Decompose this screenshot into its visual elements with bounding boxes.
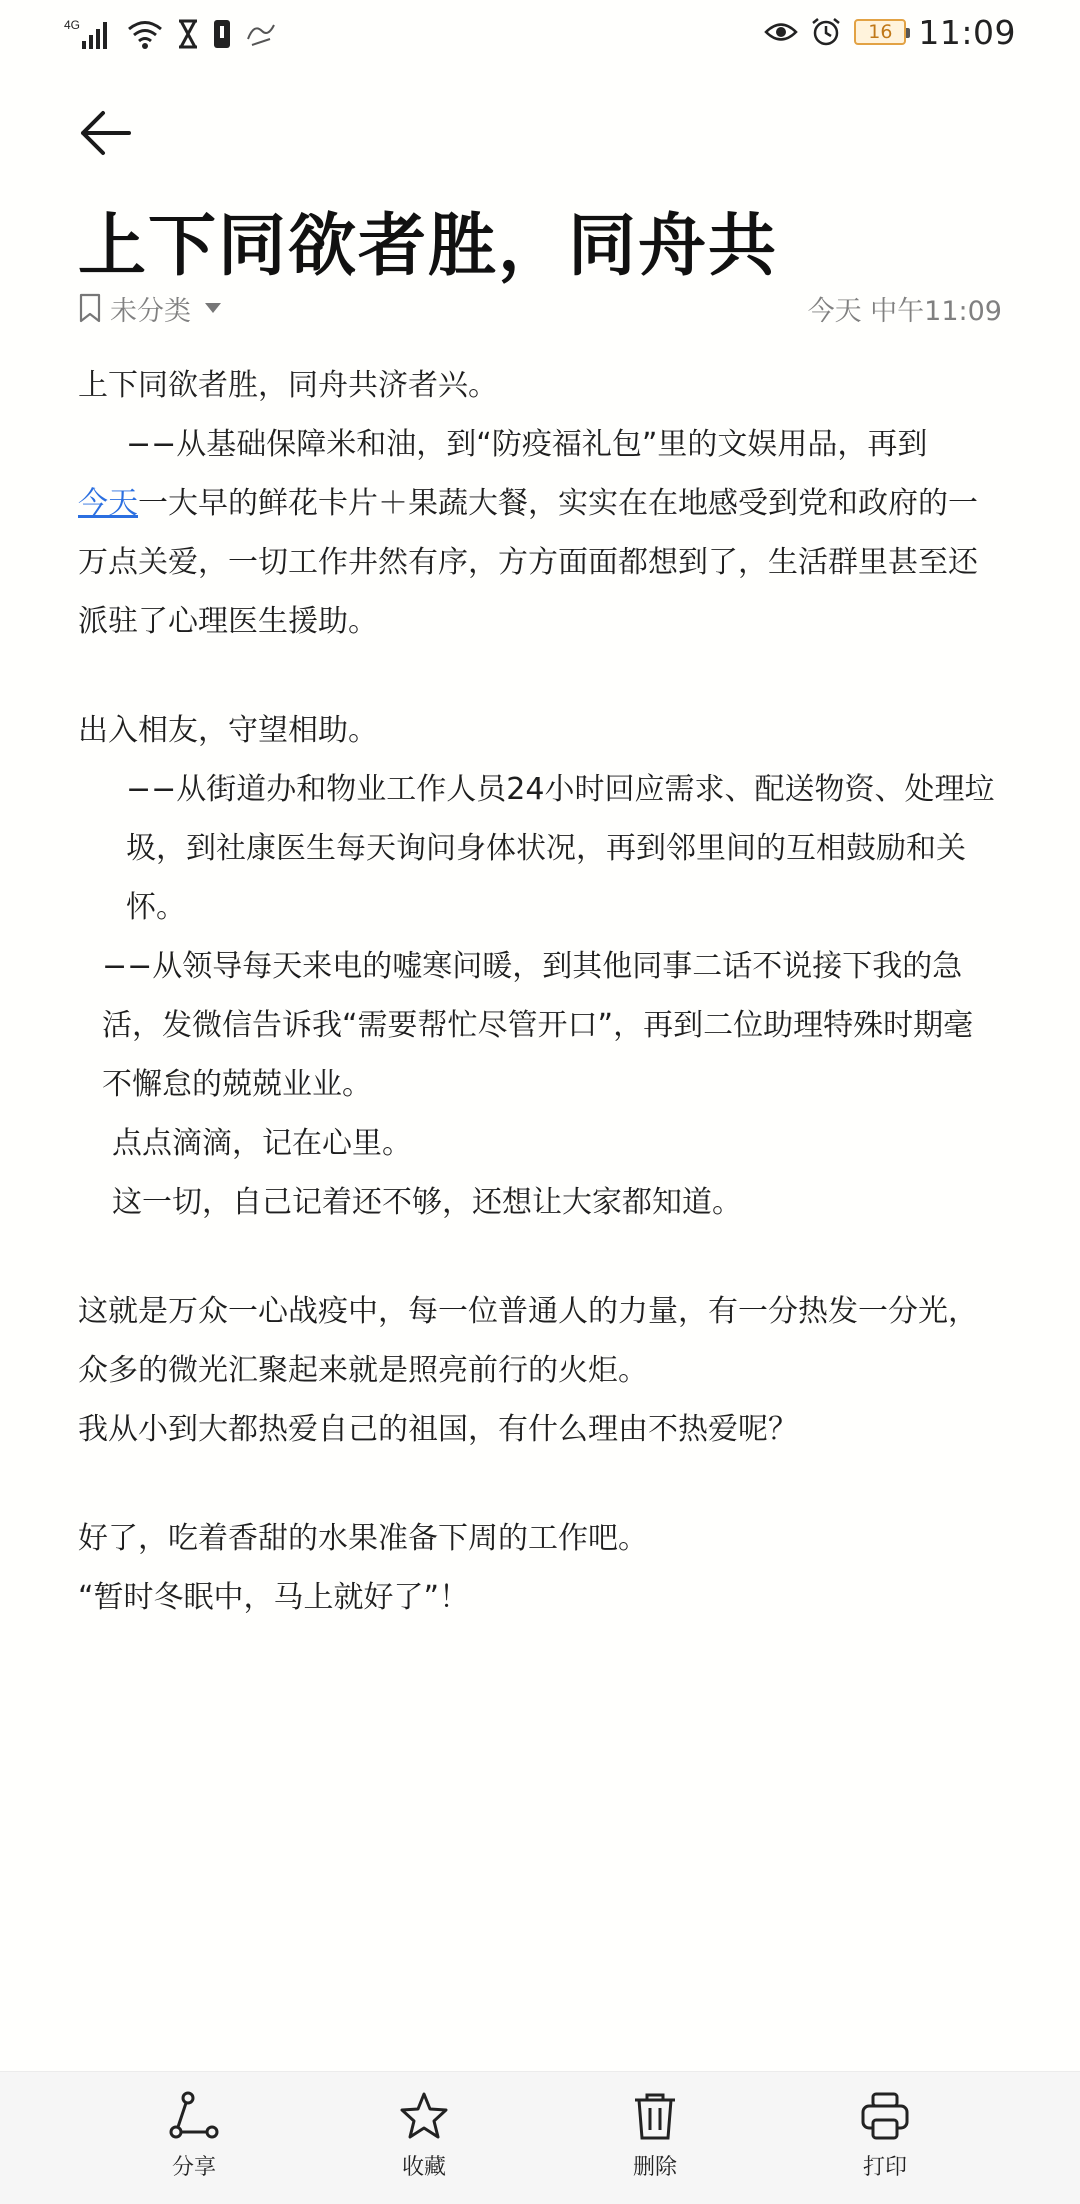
print-label: 打印: [862, 2155, 907, 2180]
note-timestamp: 今天 中午11:09: [807, 295, 1002, 327]
date-link[interactable]: 今天: [78, 486, 138, 521]
paragraph: [78, 474, 1002, 651]
paragraph-text: −−从基础保障米和油，到“防疫福礼包”里的文娱用品，再到: [126, 427, 928, 462]
bottom-toolbar: [0, 2071, 1080, 2204]
paragraph: 点点滴滴，记在心里。: [112, 1126, 412, 1161]
print-button[interactable]: [825, 2090, 945, 2181]
signal-icon: [64, 17, 114, 51]
paragraph: 好了，吃着香甜的水果准备下周的工作吧。: [78, 1521, 648, 1556]
printer-icon: [859, 2090, 911, 2142]
phone-icon: [212, 18, 232, 50]
note-body[interactable]: [78, 356, 1002, 1627]
share-label: 分享: [171, 2155, 216, 2180]
network-type: 4G: [64, 18, 81, 32]
paragraph: 这就是万众一心战疫中，每一位普通人的力量，有一分热发一分光，众多的微光汇聚起来就是照亮前行的火炬。: [78, 1294, 978, 1388]
note-title[interactable]: 上下同欲者胜，同舟共: [78, 207, 779, 286]
battery-indicator: 16: [854, 19, 906, 45]
category-label: 未分类: [110, 295, 191, 327]
bookmark-icon: [78, 293, 102, 323]
favorite-button[interactable]: [364, 2090, 484, 2181]
share-button[interactable]: [134, 2090, 254, 2181]
favorite-label: 收藏: [401, 2155, 446, 2180]
eye-icon: [764, 19, 798, 45]
paragraph: 出入相友，守望相助。: [78, 713, 378, 748]
status-bar: [0, 0, 1080, 66]
app-notification-icon: [244, 19, 278, 49]
paragraph-text: 一大早的鲜花卡片＋果蔬大餐，实实在在地感受到党和政府的一万点关爱，一切工作井然有序，方方面面都想到了，生活群里甚至还派驻了心理医生援助。: [78, 486, 978, 639]
hourglass-icon: [176, 18, 200, 50]
wifi-icon: [126, 18, 164, 50]
category-selector[interactable]: [78, 289, 221, 328]
back-button[interactable]: [70, 98, 140, 168]
clock: 11:09: [918, 12, 1016, 52]
paragraph: 上下同欲者胜，同舟共济者兴。: [78, 368, 498, 403]
star-icon: [398, 2090, 450, 2142]
chevron-down-icon: [205, 303, 221, 313]
note-meta: [78, 288, 1002, 328]
paragraph: “暂时冬眠中，马上就好了”！: [78, 1580, 470, 1615]
paragraph: [78, 415, 1002, 474]
share-icon: [168, 2090, 220, 2142]
back-arrow-icon: [79, 110, 131, 156]
paragraph: −−从领导每天来电的嘘寒问暖，到其他同事二话不说接下我的急活，发微信告诉我“需要帮忙尽管开口”，再到二位助理特殊时期毫不懈怠的兢兢业业。: [102, 949, 974, 1102]
delete-label: 删除: [632, 2155, 677, 2180]
alarm-icon: [810, 16, 842, 48]
delete-button[interactable]: [595, 2090, 715, 2181]
paragraph: −−从街道办和物业工作人员24小时回应需求、配送物资、处理垃圾，到社康医生每天询问身体状况，再到邻里间的互相鼓励和关怀。: [126, 772, 995, 925]
trash-icon: [629, 2090, 681, 2142]
paragraph: 我从小到大都热爱自己的祖国，有什么理由不热爱呢？: [78, 1412, 798, 1447]
paragraph: 这一切，自己记着还不够，还想让大家都知道。: [112, 1185, 742, 1220]
